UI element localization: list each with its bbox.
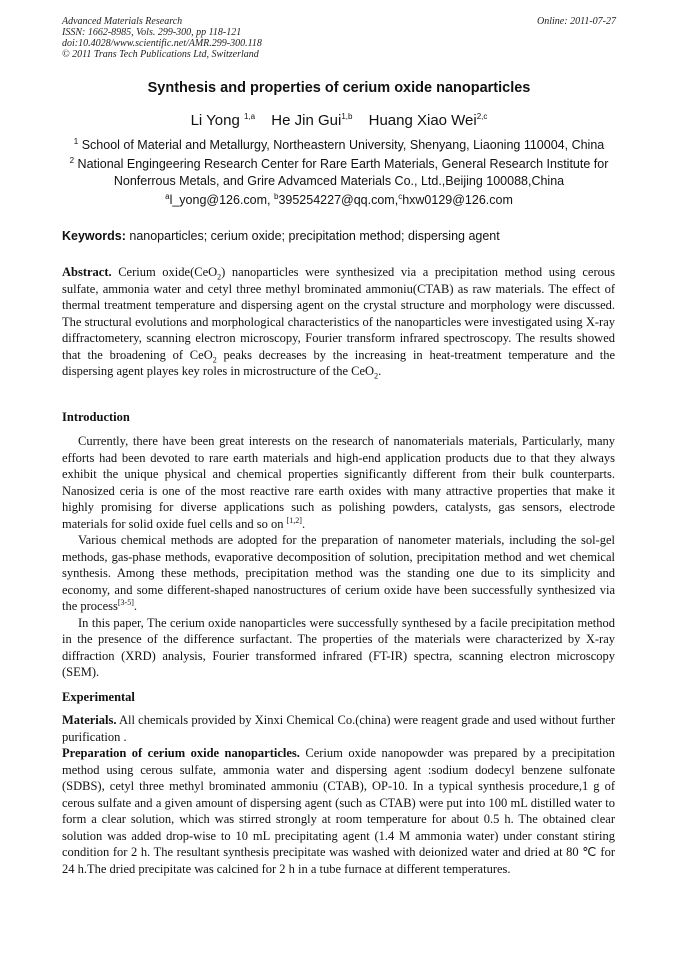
citation[interactable]: [1,2] bbox=[286, 515, 302, 525]
experimental-heading: Experimental bbox=[62, 690, 135, 704]
journal-header bbox=[62, 16, 616, 60]
paragraph: Preparation of cerium oxide nanoparticles. Cerium oxide nanopowder was prepared by a precipitation method using cerous sulfate, ammonia water and dispersing agent :sodium dodecyl benzene sulfonate (SDBS), cetyl three methyl brominated ammoniu (CTAB), OP-10. In a typical synthesis procedure,1 g of cerous sulfate and a given amount of dispersing agent (such as CTAB) were put into 100 mL distilled water to form a clear solution, which was stirred strongly at room temperature for about 0.5 h. The obtained clear solution was added drop-wise to 10 mL precipitating agent (1.4 M ammonia water) under constant stiring condition for 2 h. The resultant synthesis precipitate was washed with deionized water and dried at 80 ℃ for 24 h.The dried precipitate was calcined for 2 h in a tube furnace at different temperatures. bbox=[62, 746, 616, 876]
paragraph: Materials. All chemicals provided by Xinxi Chemical Co.(china) were reagent grade and used without further purification . bbox=[62, 713, 615, 744]
online-date: Online: 2011-07-27 bbox=[537, 16, 616, 27]
copyright-line: © 2011 Trans Tech Publications Ltd, Switzerland bbox=[62, 49, 259, 60]
affiliation-2: $^2$ National Engingeering Research Center for Rare Earth Materials, General Research Institute for Nonferrous Metals, and Grire Advamced Materials Co., Ltd.,Beijing 100088,China bbox=[69, 155, 609, 188]
author: Li Yong $^{1,a}$ bbox=[190, 112, 256, 129]
author-emails: $^a$l_yong@126.com, $^b$395254227@qq.com,$^c$hxw0129@126.com bbox=[165, 191, 513, 207]
preparation-label: Preparation of cerium oxide nanoparticles. bbox=[62, 746, 300, 760]
abstract: Abstract. Cerium oxide(CeO$_2$) nanoparticles were synthesized via a precipitation method using cerous sulfate, ammonia water and cetyl three methyl brominated ammoniu(CTAB) as raw materials. The effect of thermal treatment temperature and dispersing agent on the crystal structure and morphology were discussed. The structural evolutions and morphological characteristics of the nanoparticles were investigated using X-ray diffractometery, scanning electron microscopy, Fourier transform infrared spectroscopy. The results showed that the broadening of CeO$_2$ peaks decreases by the increasing in heat-treatment temperature and the dispersing agent playes key roles in microstructure of the CeO$_2$. bbox=[62, 265, 616, 381]
abstract-label: Abstract. bbox=[62, 265, 112, 279]
issn-line: ISSN: 1662-8985, Vols. 299-300, pp 118-121 bbox=[62, 27, 242, 38]
doi-line: doi:10.4028/www.scientific.net/AMR.299-300.118 bbox=[62, 38, 262, 49]
author-list bbox=[0, 112, 678, 129]
paragraph: In this paper, The cerium oxide nanoparticles were successfully synthesed by a facile precipitation method in the presence of the difference surfactant. The properties of the materials were characterized by X-ray diffraction (XRD) analysis, Fourier transformed infrared (FT-IR) spectra, scanning electron microscopy (SEM). bbox=[62, 615, 615, 679]
author: Huang Xiao Wei$^{2,c}$ bbox=[368, 112, 488, 129]
keywords-text: nanoparticles; cerium oxide; precipitation method; dispersing agent bbox=[125, 229, 500, 243]
email-link[interactable]: 395254227@qq.com, bbox=[278, 193, 399, 207]
experimental-body bbox=[62, 712, 615, 877]
introduction-body bbox=[62, 433, 615, 681]
materials-label: Materials. bbox=[62, 713, 117, 727]
keywords-label: Keywords: bbox=[62, 229, 126, 243]
paper-title: Synthesis and properties of cerium oxide nanoparticles bbox=[147, 80, 531, 96]
citation[interactable]: [3-5] bbox=[117, 597, 134, 607]
paragraph: Currently, there have been great interests on the research of nanomaterials materials, Particularly, many efforts had been devoted to rare earth materials and high-end application products due to that they always exhibit the unique physical and chemical properties significantly different from their bulk counterparts. Nanosized ceria is one of the most reactive rare earth oxides with many attractive properties that make it highly promising for diverse applications such as polishing powders, catalysts, gas sensors, electrode materials for solid oxide fuel cells and so on [1,2]. bbox=[62, 434, 615, 531]
introduction-heading: Introduction bbox=[62, 410, 130, 424]
affiliation-1: $^1$ School of Material and Metallurgy, Northeastern University, Shenyang, Liaoning 110004, China bbox=[73, 136, 605, 152]
author: He Jin Gui$^{1,b}$ bbox=[271, 112, 353, 129]
keywords bbox=[62, 229, 500, 243]
paragraph: Various chemical methods are adopted for the preparation of nanometer materials, including the sol-gel methods, gas-phase methods, evaporative decomposition of solution, precipitation method and wet chemical synthesis. Among these methods, precipitation method was the standing one due to its simplicity and economy, and some different-shaped nanostructures of cerium oxide have been successfully synthesized via the process[3-5]. bbox=[62, 533, 615, 613]
email-link[interactable]: l_yong@126.com, bbox=[169, 193, 274, 207]
email-link[interactable]: hxw0129@126.com bbox=[402, 193, 513, 207]
journal-name: Advanced Materials Research bbox=[62, 16, 183, 27]
